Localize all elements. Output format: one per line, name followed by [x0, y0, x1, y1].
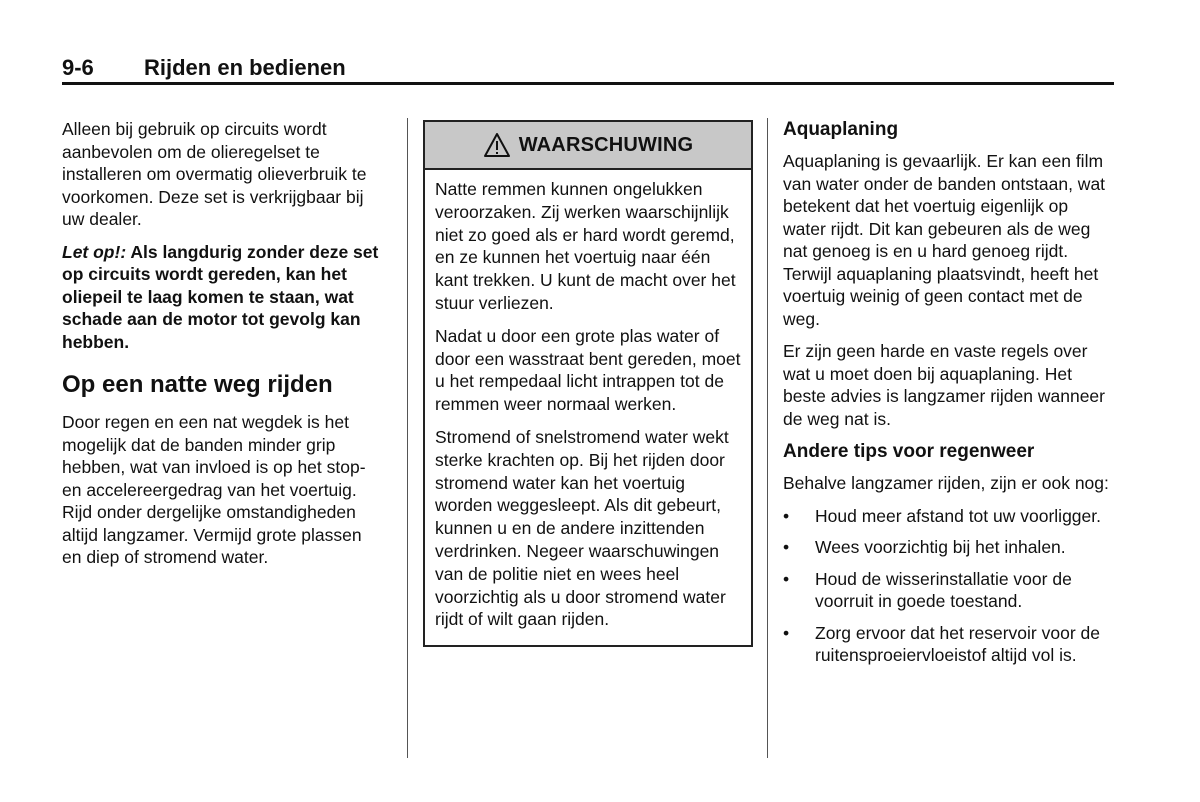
warning-box [423, 120, 753, 647]
bullet: • [783, 537, 790, 557]
warning-paragraph: Natte remmen kunnen ongelukken veroorzaken. Zij werken waarschijnlijk niet zo goed als er hard wordt geremd, en ze kunnen het voertuig naar één kant trekken. U kunt de macht over het stuur verliezen. [435, 179, 736, 313]
page-number: 9-6 [62, 55, 94, 80]
bullet: • [783, 622, 790, 643]
rain-tips-heading: Andere tips voor regenweer [783, 441, 1035, 462]
bullet: • [783, 568, 790, 589]
section-title: Rijden en bedienen [144, 55, 346, 80]
list-item [783, 622, 1113, 667]
list-item [783, 505, 1113, 528]
column-divider-left [407, 118, 408, 758]
list-item-text: Houd de wisserinstallatie voor de voorruit in goede toestand. [815, 568, 1072, 611]
list-item [783, 536, 1113, 559]
warning-triangle-icon [483, 132, 511, 158]
wet-road-paragraph: Door regen en een nat wegdek is het mogelijk dat de banden minder grip hebben, wat van invloed is op het stop- en accelereergedrag van het voertuig. Rijd onder dergelijke omstandigheden altijd langzamer. Vermijd grote plassen en diep of stromend water. [62, 412, 366, 567]
warning-title: WAARSCHUWING [518, 133, 694, 156]
column-divider-right [767, 118, 768, 758]
note-paragraph [62, 241, 380, 354]
rain-tips-list [783, 505, 1113, 667]
intro-paragraph: Alleen bij gebruik op circuits wordt aanbevolen om de olieregelset te installeren om overmatig olieverbruik te voorkomen. Deze set is verkrijgbaar bij uw dealer. [62, 119, 367, 229]
list-item-text: Zorg ervoor dat het reservoir voor de ruitensproeiervloeistof altijd vol is. [815, 622, 1100, 665]
wet-road-heading: Op een natte weg rijden [62, 371, 333, 398]
column-right [783, 118, 1113, 676]
warning-paragraph: Nadat u door een grote plas water of door een wasstraat bent gereden, moet u het rempedaal licht intrappen tot de remmen weer normaal werken. [435, 325, 741, 415]
rain-tips-intro: Behalve langzamer rijden, zijn er ook nog: [783, 473, 1109, 493]
list-item-text: Wees voorzichtig bij het inhalen. [815, 537, 1066, 557]
column-left [62, 118, 380, 579]
list-item [783, 568, 1113, 613]
list-item-text: Houd meer afstand tot uw voorligger. [815, 505, 1101, 526]
page-header [62, 52, 1114, 85]
aquaplaning-advice-paragraph: Er zijn geen harde en vaste regels over wat u moet doen bij aquaplaning. Het beste advies is langzamer rijden wanneer de weg nat is. [783, 341, 1105, 429]
warning-body [425, 170, 751, 645]
note-text: Als langdurig zonder deze set op circuits wordt gereden, kan het oliepeil te laag komen te staan, wat schade aan de motor tot gevolg kan hebben. [62, 241, 379, 352]
note-label: Let op!: [62, 241, 127, 262]
aquaplaning-paragraph: Aquaplaning is gevaarlijk. Er kan een film van water onder de banden ontstaan, wat betekent dat het voertuig eigenlijk op water rijdt. Dit kan gebeuren als de weg nat genoeg is en u hard genoeg rijdt. Terwijl aquaplaning plaatsvindt, heeft het voertuig weinig of geen contact met de weg. [783, 151, 1106, 329]
bullet: • [783, 505, 790, 526]
warning-paragraph: Stromend of snelstromend water wekt sterke krachten op. Bij het rijden door stromend water kan het voertuig worden weggesleept. Als dit gebeurt, kunnen u en de andere inzittenden verdrinken. Negeer waarschuwingen van de politie niet en wees heel voorzichtig als u door stromend water rijdt of wilt gaan rijden. [435, 426, 729, 630]
warning-header [425, 122, 751, 170]
aquaplaning-heading: Aquaplaning [783, 119, 899, 140]
